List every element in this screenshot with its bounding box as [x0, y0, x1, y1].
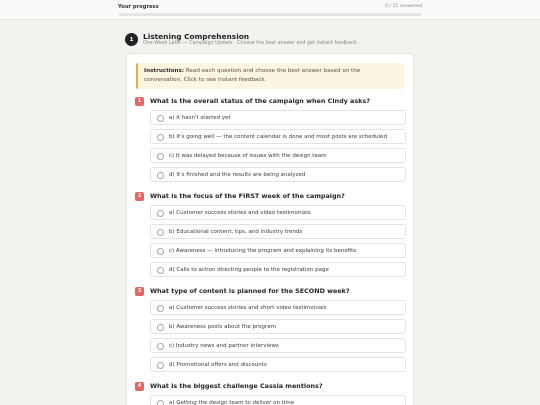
question-text: What is the overall status of the campaign when Cindy asks?	[150, 97, 370, 105]
answer-option-label: b) It's going well — the content calendar is done and most posts are scheduled	[169, 133, 388, 140]
section-title: Listening Comprehension	[143, 32, 250, 41]
section-subtitle: One Week Later — Campaign Update · Choose the best answer and get instant feedback.	[143, 41, 359, 46]
answer-option-label: d) It's finished and the results are being analyzed	[169, 171, 306, 178]
progress-label: Your progress	[118, 4, 159, 10]
radio-button-icon[interactable]	[157, 324, 164, 331]
answer-option-label: a) Customer success stories and short video testimonials	[169, 304, 327, 311]
answer-option[interactable]	[150, 205, 406, 220]
radio-button-icon[interactable]	[157, 305, 164, 312]
radio-button-icon[interactable]	[157, 229, 164, 236]
question-number-badge: 2	[135, 192, 144, 201]
instructions-box	[136, 63, 404, 89]
answer-option-label: c) Industry news and partner interviews	[169, 342, 279, 349]
question-text: What type of content is planned for the SECOND week?	[150, 287, 350, 295]
question-number-badge: 1	[135, 97, 144, 106]
progress-bar	[118, 13, 422, 16]
section-number-badge: 1	[125, 33, 138, 46]
progress-header	[0, 0, 540, 20]
instructions-text: Read each question and choose the best answer based on the conversation. Click to see instant feedback.	[144, 68, 361, 83]
radio-button-icon[interactable]	[157, 210, 164, 217]
answer-option[interactable]	[150, 395, 406, 405]
instructions-label: Instructions:	[144, 68, 185, 74]
answer-option-label: a) It hasn't started yet	[169, 114, 231, 121]
answer-option[interactable]	[150, 129, 406, 144]
radio-button-icon[interactable]	[157, 267, 164, 274]
answer-option-label: d) Promotional offers and discounts	[169, 361, 267, 368]
radio-button-icon[interactable]	[157, 134, 164, 141]
radio-button-icon[interactable]	[157, 115, 164, 122]
answer-option[interactable]	[150, 148, 406, 163]
answer-option-label: b) Educational content, tips, and industry trends	[169, 228, 303, 235]
answer-option-label: d) Calls to action directing people to the registration page	[169, 266, 329, 273]
answer-option[interactable]	[150, 300, 406, 315]
answer-option[interactable]	[150, 319, 406, 334]
answer-option-label: c) Awareness — introducing the program and explaining its benefits	[169, 247, 357, 254]
answer-option[interactable]	[150, 357, 406, 372]
answer-option[interactable]	[150, 110, 406, 125]
question-text: What is the focus of the FIRST week of the campaign?	[150, 192, 345, 200]
question-text: What is the biggest challenge Cassia mentions?	[150, 382, 323, 390]
radio-button-icon[interactable]	[157, 153, 164, 160]
answer-option[interactable]	[150, 167, 406, 182]
radio-button-icon[interactable]	[157, 400, 164, 405]
progress-count: 0 / 11 answered	[385, 4, 422, 9]
answer-option[interactable]	[150, 224, 406, 239]
question-number-badge: 4	[135, 382, 144, 391]
question-number-badge: 3	[135, 287, 144, 296]
radio-button-icon[interactable]	[157, 343, 164, 350]
answer-option-label: c) It was delayed because of issues with the design team	[169, 152, 327, 159]
answer-option[interactable]	[150, 338, 406, 353]
answer-option-label: a) Getting the design team to deliver on time	[169, 399, 295, 405]
radio-button-icon[interactable]	[157, 248, 164, 255]
answer-option[interactable]	[150, 243, 406, 258]
answer-option-label: a) Customer success stories and video testimonials	[169, 209, 311, 216]
answer-option-label: b) Awareness posts about the program	[169, 323, 277, 330]
radio-button-icon[interactable]	[157, 172, 164, 179]
radio-button-icon[interactable]	[157, 362, 164, 369]
answer-option[interactable]	[150, 262, 406, 277]
quiz-card	[126, 53, 414, 405]
